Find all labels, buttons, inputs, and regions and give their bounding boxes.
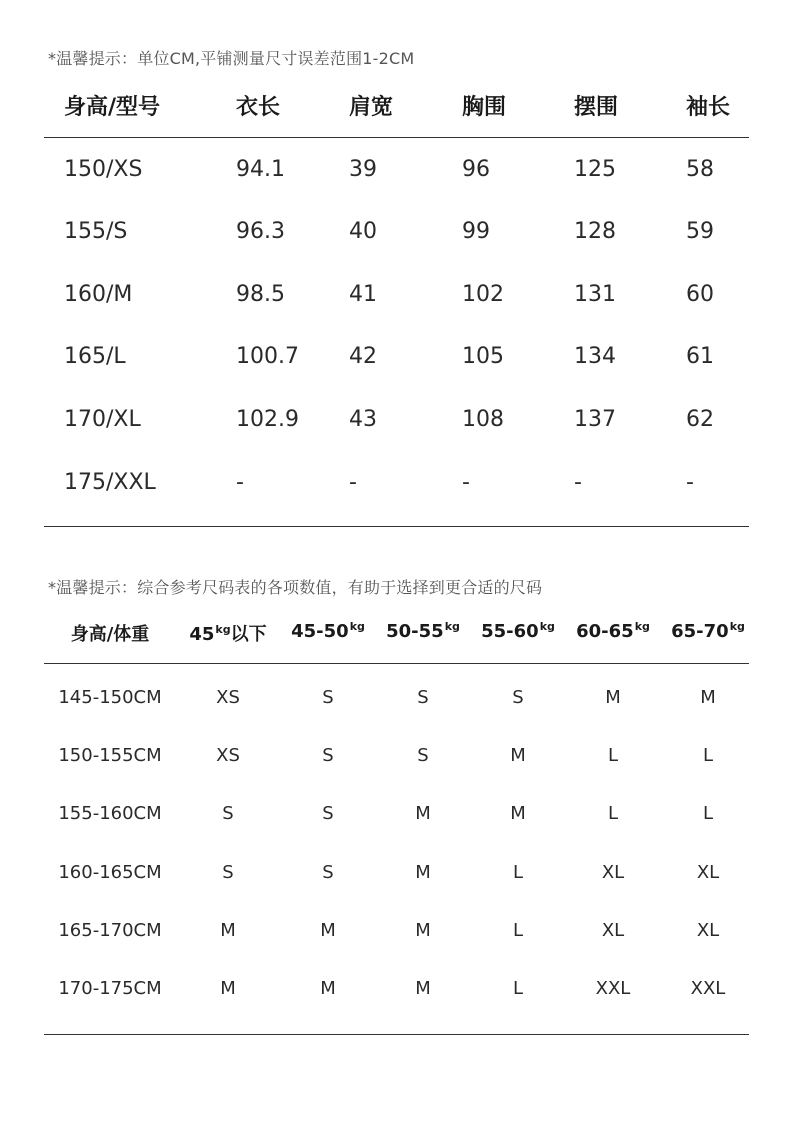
header-weight-range: $45-50^{kg}$ [291, 620, 365, 642]
row-height-range: 150-155CM [58, 745, 162, 766]
header-weight-range: $50-55^{kg}$ [386, 620, 460, 642]
cell-size: L [512, 920, 524, 941]
cell-size: M [415, 862, 431, 883]
table1-bottom-divider [44, 526, 749, 527]
cell-hem: 134 [574, 344, 616, 369]
cell-sleeve: 61 [686, 344, 714, 369]
cell-size: XL [696, 862, 720, 883]
cell-hem: 131 [574, 282, 616, 307]
cell-sleeve: - [686, 470, 694, 495]
measurement-note: *温馨提示：单位CM,平铺测量尺寸误差范围1-2CM [48, 49, 415, 68]
cell-shoulder: - [349, 470, 357, 495]
table2-bottom-divider [44, 1034, 749, 1035]
cell-chest: 99 [462, 219, 490, 244]
cell-length: 94.1 [236, 157, 285, 182]
cell-chest: 96 [462, 157, 490, 182]
cell-chest: 105 [462, 344, 504, 369]
cell-hem: 137 [574, 407, 616, 432]
cell-hem: 128 [574, 219, 616, 244]
cell-size: M [220, 978, 236, 999]
cell-chest: - [462, 470, 470, 495]
cell-size: L [607, 803, 619, 824]
cell-size: XXL [595, 978, 631, 999]
cell-length: 100.7 [236, 344, 299, 369]
cell-size: L [702, 745, 714, 766]
row-size-label: 175/XXL [64, 470, 156, 495]
cell-size: XS [216, 745, 240, 766]
cell-sleeve: 60 [686, 282, 714, 307]
cell-size: S [322, 803, 334, 824]
cell-size: S [322, 745, 334, 766]
cell-size: XL [601, 862, 625, 883]
row-size-label: 165/L [64, 344, 126, 369]
row-size-label: 160/M [64, 282, 133, 307]
table2-top-divider [44, 663, 749, 664]
header-sleeve: 袖长 [686, 95, 731, 120]
header-height-size: 身高/型号 [64, 95, 161, 120]
cell-size: L [702, 803, 714, 824]
header-weight-range: $55-60^{kg}$ [481, 620, 555, 642]
cell-size: M [510, 803, 526, 824]
row-size-label: 170/XL [64, 407, 141, 432]
header-length: 衣长 [236, 95, 281, 120]
cell-size: S [417, 687, 429, 708]
cell-size: M [320, 920, 336, 941]
cell-size: XL [601, 920, 625, 941]
cell-size: L [512, 978, 524, 999]
cell-hem: - [574, 470, 582, 495]
cell-hem: 125 [574, 157, 616, 182]
recommendation-note: *温馨提示：综合参考尺码表的各项数值，有助于选择到更合适的尺码 [48, 578, 543, 597]
cell-sleeve: 58 [686, 157, 714, 182]
cell-chest: 108 [462, 407, 504, 432]
cell-size: M [510, 745, 526, 766]
cell-shoulder: 41 [349, 282, 377, 307]
cell-size: XXL [690, 978, 726, 999]
cell-sleeve: 59 [686, 219, 714, 244]
cell-size: M [605, 687, 621, 708]
row-height-range: 165-170CM [58, 920, 162, 941]
row-height-range: 145-150CM [58, 687, 162, 708]
header-shoulder: 肩宽 [349, 95, 394, 120]
cell-size: L [512, 862, 524, 883]
cell-size: S [512, 687, 524, 708]
header-chest: 胸围 [462, 95, 507, 120]
cell-length: 102.9 [236, 407, 299, 432]
cell-size: S [322, 687, 334, 708]
cell-size: M [320, 978, 336, 999]
row-height-range: 170-175CM [58, 978, 162, 999]
cell-size: M [415, 920, 431, 941]
header-hem: 摆围 [574, 95, 619, 120]
cell-sleeve: 62 [686, 407, 714, 432]
header-weight-range: $60-65^{kg}$ [576, 620, 650, 642]
cell-shoulder: 40 [349, 219, 377, 244]
row-height-range: 160-165CM [58, 862, 162, 883]
cell-size: M [415, 978, 431, 999]
cell-chest: 102 [462, 282, 504, 307]
cell-size: XL [696, 920, 720, 941]
header-weight-range: $45^{kg}$以下 [189, 623, 267, 645]
cell-shoulder: 39 [349, 157, 377, 182]
cell-size: S [322, 862, 334, 883]
cell-shoulder: 43 [349, 407, 377, 432]
cell-length: 96.3 [236, 219, 285, 244]
cell-size: L [607, 745, 619, 766]
row-size-label: 155/S [64, 219, 128, 244]
header-height-weight: 身高/体重 [70, 624, 150, 645]
row-height-range: 155-160CM [58, 803, 162, 824]
table1-top-divider [44, 137, 749, 138]
cell-size: XS [216, 687, 240, 708]
header-weight-range: $65-70^{kg}$ [671, 620, 745, 642]
cell-size: S [222, 862, 234, 883]
cell-size: M [415, 803, 431, 824]
row-size-label: 150/XS [64, 157, 143, 182]
cell-size: M [220, 920, 236, 941]
cell-length: 98.5 [236, 282, 285, 307]
cell-size: S [417, 745, 429, 766]
cell-size: S [222, 803, 234, 824]
cell-shoulder: 42 [349, 344, 377, 369]
cell-length: - [236, 470, 244, 495]
cell-size: M [700, 687, 716, 708]
